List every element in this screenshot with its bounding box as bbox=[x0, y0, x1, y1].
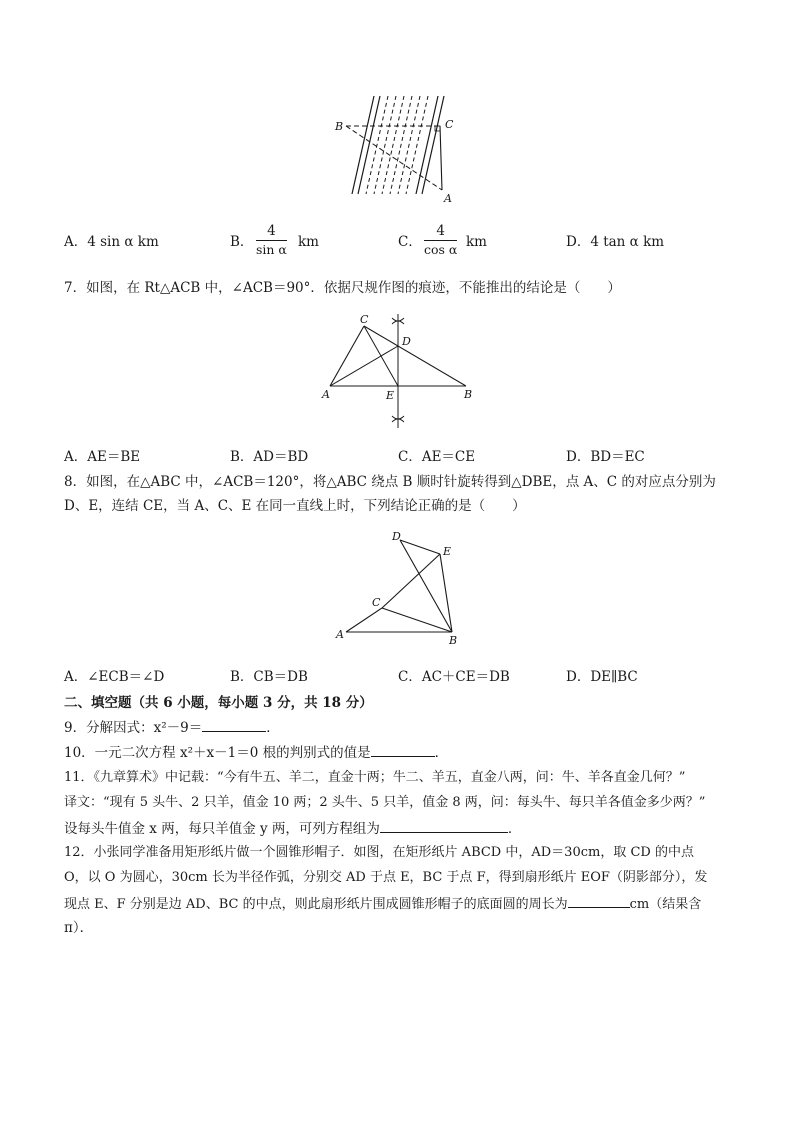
q9: 9．分解因式：x²－9＝ ． bbox=[64, 717, 744, 738]
q8-label-a: A bbox=[336, 628, 344, 641]
q7-option-b: B．AD＝BD bbox=[230, 449, 309, 465]
q11-answer-blank bbox=[380, 818, 508, 833]
q11-line3: 设每头牛值金 x 两，每只羊值金 y 两，可列方程组为 ． bbox=[64, 818, 744, 839]
q7-figure bbox=[318, 310, 483, 435]
q12-answer-blank bbox=[568, 893, 630, 908]
q7-option-d: D．BD＝EC bbox=[566, 449, 645, 465]
q8-label-d: D bbox=[392, 530, 401, 543]
q6-bank-right-1 bbox=[416, 96, 438, 194]
q8-segment-ce bbox=[382, 554, 440, 608]
q6-figure bbox=[330, 90, 470, 205]
q10: 10．一元二次方程 x²＋x－1＝0 根的判别式的值是 ． bbox=[64, 742, 744, 763]
section2-title: 二、填空题（共 6 小题，每小题 3 分，共 18 分） bbox=[64, 695, 373, 711]
q8-figure bbox=[332, 528, 467, 648]
q12-line2: O，以 O 为圆心，30cm 长为半径作弧，分别交 AD 于点 E，BC 于点 F，得到扇形纸片 EOF（阴影部分），发 bbox=[64, 870, 708, 885]
q9-answer-blank bbox=[202, 717, 266, 732]
q7-label-b: B bbox=[464, 388, 473, 401]
q6-option-b-prefix: B． bbox=[230, 234, 254, 250]
q7-label-c: C bbox=[360, 313, 369, 326]
q11-line2: 译文：“现有 5 头牛、2 只羊，值金 10 两；2 头牛、5 只羊，值金 8 两，问：每头牛、每只羊各值金多少两？” bbox=[64, 795, 706, 810]
q6-option-b-fraction: $\frac{4}{\text{sin α}}$ bbox=[256, 223, 287, 257]
q6-label-b: B bbox=[335, 120, 344, 133]
q7-option-a: A．AE＝BE bbox=[64, 449, 141, 465]
q6-label-c: C bbox=[445, 118, 454, 131]
q7-segment-ce bbox=[364, 326, 398, 386]
q8-option-d: D．DE∥BC bbox=[566, 669, 638, 685]
q12-line4: π）． bbox=[64, 920, 94, 936]
q8-label-c: C bbox=[372, 596, 381, 609]
q8-side-ac bbox=[346, 608, 382, 632]
q6-option-d: D．4 tan α km bbox=[566, 234, 665, 250]
q7-side-cb bbox=[364, 326, 466, 386]
q6-option-a: A．4 sin α km bbox=[64, 234, 159, 250]
q8-side-de bbox=[400, 540, 440, 554]
q6-bank-left-1 bbox=[352, 96, 374, 194]
q6-label-a: A bbox=[444, 192, 452, 205]
q8-stem-line2: D、E，连结 CE，当 A、C、E 在同一直线上时，下列结论正确的是（ ） bbox=[64, 498, 526, 514]
q7-option-c: C．AE＝CE bbox=[398, 449, 476, 465]
q7-label-a: A bbox=[322, 388, 330, 401]
q7-label-e: E bbox=[386, 389, 395, 402]
q8-option-b: B．CB＝DB bbox=[230, 669, 308, 685]
q8-label-e: E bbox=[443, 545, 452, 558]
q6-segment-ca bbox=[440, 126, 442, 190]
q6-option-b-unit: km bbox=[298, 234, 319, 250]
q7-segment-ad bbox=[330, 346, 398, 386]
q8-stem-line1: 8．如图，在△ABC 中，∠ACB＝120°，将△ABC 绕点 B 顺时针旋转得到△DBE，点 A、C 的对应点分别为 bbox=[64, 474, 716, 490]
q7-stem: 7．如图，在 Rt△ACB 中，∠ACB＝90°．依据尺规作图的痕迹，不能推出的结论是（ ） bbox=[64, 280, 621, 296]
q7-side-ac bbox=[330, 326, 364, 386]
q12-line1: 12．小张同学准备用矩形纸片做一个圆锥形帽子．如图，在矩形纸片 ABCD 中，AD＝30cm，取 CD 的中点 bbox=[64, 845, 694, 860]
q8-option-a: A．∠ECB＝∠D bbox=[64, 669, 165, 685]
q12-line3: 现点 E、F 分别是边 AD、BC 的中点，则此扇形纸片围成圆锥形帽子的底面圆的周长为 cm（结果含 bbox=[64, 893, 744, 915]
q8-side-cb bbox=[382, 608, 452, 632]
q6-option-c-unit: km bbox=[466, 234, 487, 250]
q6-option-c-fraction: $\frac{4}{\text{cos α}}$ bbox=[424, 223, 458, 257]
q8-option-c: C．AC＋CE＝DB bbox=[398, 669, 510, 685]
q11-line1: 11．《九章算术》中记载：“今有牛五、羊二，直金十两；牛二、羊五，直金八两，问：牛、羊各直金几何？” bbox=[64, 770, 686, 785]
q8-label-b: B bbox=[449, 634, 458, 647]
q7-label-d: D bbox=[402, 335, 411, 348]
q6-option-c-prefix: C． bbox=[398, 234, 422, 250]
q10-answer-blank bbox=[371, 742, 435, 757]
